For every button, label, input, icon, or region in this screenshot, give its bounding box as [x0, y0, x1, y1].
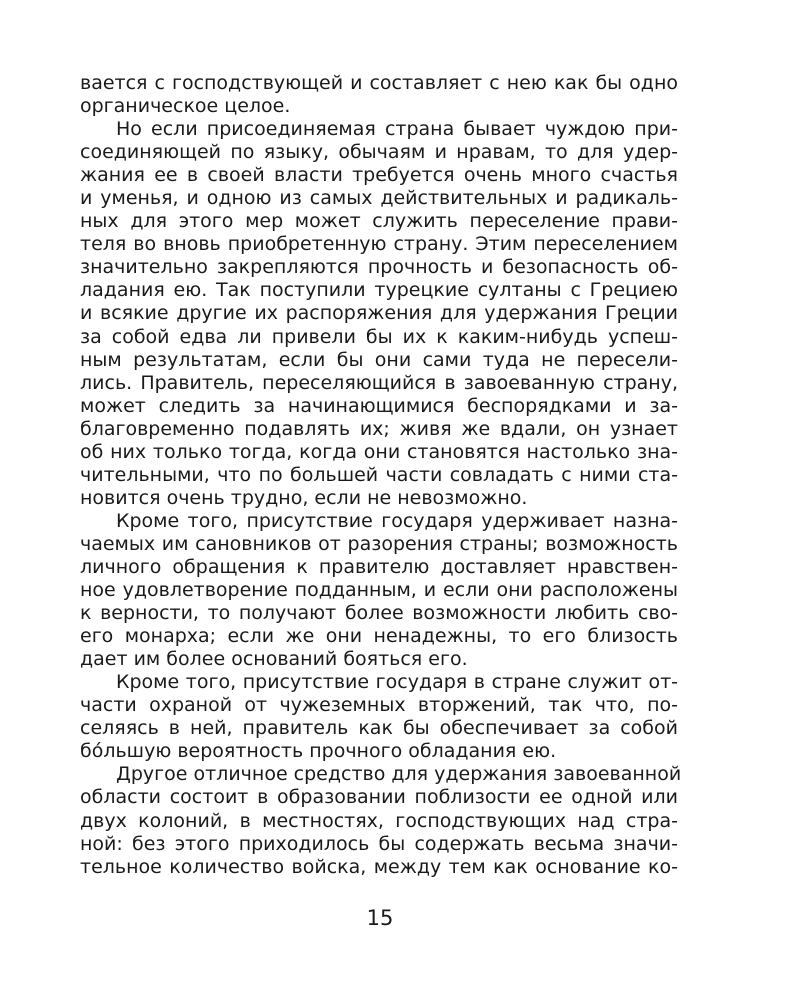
text-line: селяясь в ней, правитель как бы обеспечивает за собой [80, 717, 678, 740]
text-line: области состоит в образовании поблизости ее одной или [80, 786, 678, 809]
text-line: ным результатам, если бы они сами туда не пересели- [80, 348, 678, 371]
text-line: органическое целое. [80, 95, 291, 118]
text-line: к верности, то получают более возможности любить сво- [80, 602, 678, 625]
text-line: ное удовлетворение подданным, и если они расположены [80, 579, 678, 602]
text-line: за собой едва ли привели бы их к каким-нибудь успеш- [80, 325, 678, 348]
text-line: и уменья, и одною из самых действительных и радикаль- [80, 187, 678, 210]
text-line: значительно закрепляются прочность и безопасность об- [80, 256, 678, 279]
text-line: двух колоний, в местностях, господствующих над стра- [80, 809, 678, 832]
text-line: чаемых им сановников от разорения страны; возможность [80, 532, 678, 555]
text-line: тельное количество войска, между тем как основание ко- [80, 855, 678, 878]
text-line: и всякие другие их распоряжения для удержания Греции [80, 302, 678, 325]
paragraph-first-line: Кроме того, присутствие государя удерживает назна- [116, 509, 678, 532]
page-body-text [80, 72, 682, 879]
text-line: жания ее в своей власти требуется очень много счастья [80, 164, 678, 187]
text-line: ных для этого мер может служить переселение прави- [80, 210, 678, 233]
text-line: лись. Правитель, переселяющийся в завоеванную страну, [80, 371, 678, 394]
text-line: об них только тогда, когда они становятся настолько зна- [80, 440, 678, 463]
paragraph-first-line: Кроме того, присутствие государя в стране служит от- [116, 671, 678, 694]
text-line: его монарха; если же они ненадежны, то его близость [80, 625, 678, 648]
text-line: чительными, что по большей части совладать с ними ста- [80, 463, 678, 486]
text-line: соединяющей по языку, обычаям и нравам, то для удер- [80, 141, 678, 164]
text-line: бóльшую вероятность прочного обладания ею. [80, 740, 557, 763]
text-line: части охраной от чужеземных вторжений, так что, по- [80, 694, 678, 717]
text-line: теля во вновь приобретенную страну. Этим переселением [80, 233, 678, 256]
text-line: ной: без этого приходилось бы содержать весьма значи- [80, 832, 678, 855]
text-line: вается с господствующей и составляет с нею как бы одно [80, 72, 678, 94]
paragraph-first-line: Но если присоединяемая страна бывает чуждою при- [116, 118, 678, 141]
page-number: 15 [366, 906, 394, 930]
text-line: новится очень трудно, если не невозможно. [80, 486, 528, 509]
text-line: личного обращения к правителю доставляет нравствен- [80, 555, 678, 578]
text-line: благовременно подавлять их; живя же вдали, он узнает [80, 417, 678, 440]
paragraph-first-line: Другое отличное средство для удержания завоеванной [116, 763, 682, 786]
text-line: дает им более оснований бояться его. [80, 648, 468, 671]
text-line: может следить за начинающимися беспорядками и за- [80, 394, 678, 417]
text-line: ладания ею. Так поступили турецкие султаны с Грециею [80, 279, 678, 302]
